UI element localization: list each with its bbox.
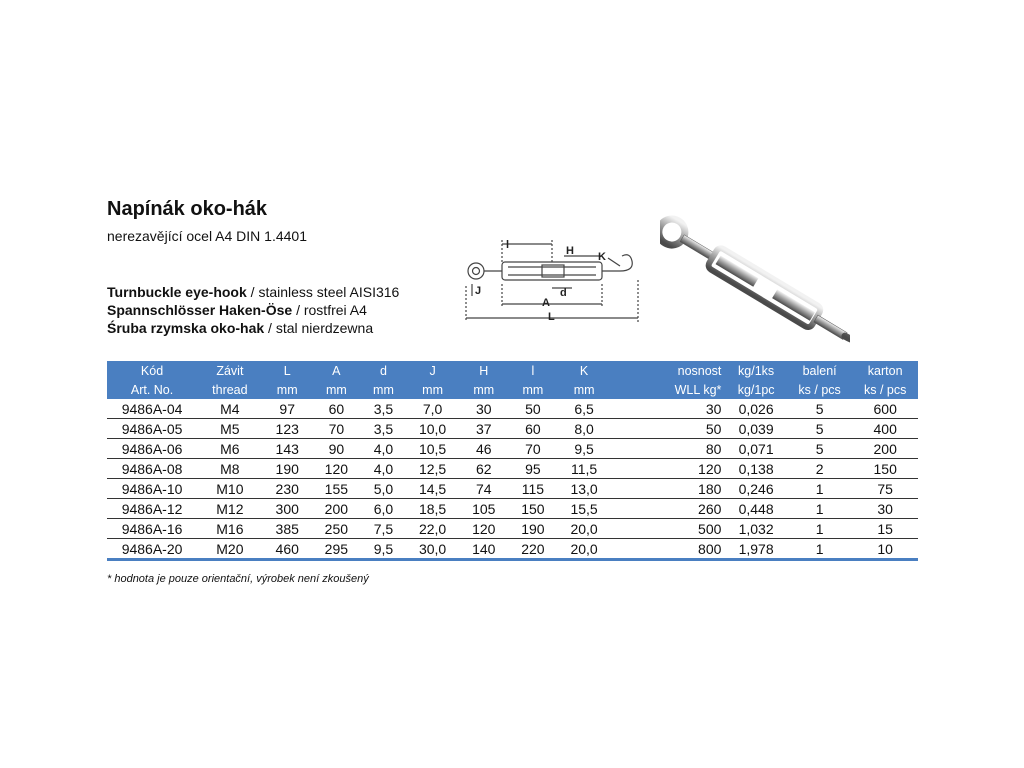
- table-cell: 120: [611, 459, 726, 479]
- table-cell: 75: [852, 479, 918, 499]
- header-cell: mm: [361, 380, 406, 399]
- table-cell: 200: [312, 499, 361, 519]
- table-cell: M5: [197, 419, 263, 439]
- table-cell: 30: [459, 399, 508, 419]
- table-cell: 460: [263, 539, 312, 560]
- product-photo: [660, 212, 850, 352]
- header-cell: ks / pcs: [787, 380, 853, 399]
- table-cell: 37: [459, 419, 508, 439]
- table-cell: 90: [312, 439, 361, 459]
- table-cell: 1,978: [725, 539, 786, 560]
- table-cell: 80: [611, 439, 726, 459]
- table-cell: 1,032: [725, 519, 786, 539]
- table-row: [107, 439, 918, 459]
- table-cell: 8,0: [557, 419, 610, 439]
- label-J: J: [475, 285, 482, 297]
- table-cell: 300: [263, 499, 312, 519]
- product-title: Napínák oko-hák: [107, 198, 268, 220]
- table-cell: 0,246: [725, 479, 786, 499]
- table-cell: 22,0: [406, 519, 459, 539]
- label-d: d: [560, 287, 567, 299]
- table-cell: 800: [611, 539, 726, 560]
- table-cell: 123: [263, 419, 312, 439]
- table-cell: 15: [852, 519, 918, 539]
- table-cell: 105: [459, 499, 508, 519]
- header-cell: thread: [197, 380, 263, 399]
- table-cell: 1: [787, 479, 853, 499]
- table-cell: 5,0: [361, 479, 406, 499]
- table-cell: 4,0: [361, 459, 406, 479]
- table-row: [107, 419, 918, 439]
- table-cell: 5: [787, 419, 853, 439]
- table-row: [107, 479, 918, 499]
- table-cell: 115: [508, 479, 557, 499]
- product-subtitle: nerezavějící ocel A4 DIN 1.4401: [107, 228, 308, 244]
- table-cell: 9486A-08: [107, 459, 197, 479]
- table-cell: M4: [197, 399, 263, 419]
- header-cell: J: [406, 361, 459, 380]
- table-row: [107, 399, 918, 419]
- table-cell: 7,5: [361, 519, 406, 539]
- spec-table-body: [107, 399, 918, 560]
- table-cell: 120: [459, 519, 508, 539]
- table-cell: 150: [852, 459, 918, 479]
- table-cell: 30: [611, 399, 726, 419]
- table-cell: 2: [787, 459, 853, 479]
- table-cell: 220: [508, 539, 557, 560]
- header-cell: H: [459, 361, 508, 380]
- table-cell: 0,138: [725, 459, 786, 479]
- header-cell: balení: [787, 361, 853, 380]
- header-cell: nosnost: [611, 361, 726, 380]
- table-cell: 0,071: [725, 439, 786, 459]
- table-cell: 143: [263, 439, 312, 459]
- header-row: [107, 361, 918, 380]
- table-cell: 600: [852, 399, 918, 419]
- header-cell: ks / pcs: [852, 380, 918, 399]
- table-cell: 385: [263, 519, 312, 539]
- table-cell: 46: [459, 439, 508, 459]
- header-cell: karton: [852, 361, 918, 380]
- table-cell: 3,5: [361, 399, 406, 419]
- table-cell: 155: [312, 479, 361, 499]
- table-row: [107, 539, 918, 560]
- table-cell: 60: [312, 399, 361, 419]
- translation-de: Spannschlösser Haken-Öse / rostfrei A4: [107, 302, 367, 318]
- table-cell: 7,0: [406, 399, 459, 419]
- table-cell: 6,5: [557, 399, 610, 419]
- header-cell: mm: [459, 380, 508, 399]
- table-cell: 9486A-16: [107, 519, 197, 539]
- table-row: [107, 459, 918, 479]
- table-cell: 0,448: [725, 499, 786, 519]
- table-cell: 30,0: [406, 539, 459, 560]
- header-cell: Kód: [107, 361, 197, 380]
- table-cell: 12,5: [406, 459, 459, 479]
- translation-en: Turnbuckle eye-hook / stainless steel AISI316: [107, 284, 400, 300]
- table-cell: M8: [197, 459, 263, 479]
- table-cell: 95: [508, 459, 557, 479]
- header-cell: L: [263, 361, 312, 380]
- translations: [107, 283, 399, 337]
- table-cell: 150: [508, 499, 557, 519]
- table-cell: 5: [787, 439, 853, 459]
- footnote: * hodnota je pouze orientační, výrobek není zkoušený: [107, 573, 369, 585]
- table-cell: 0,039: [725, 419, 786, 439]
- table-cell: 190: [263, 459, 312, 479]
- table-cell: 200: [852, 439, 918, 459]
- table-cell: 9486A-20: [107, 539, 197, 560]
- header-cell: l: [508, 361, 557, 380]
- table-cell: 60: [508, 419, 557, 439]
- table-cell: 10,0: [406, 419, 459, 439]
- table-cell: 20,0: [557, 539, 610, 560]
- table-cell: 0,026: [725, 399, 786, 419]
- table-row: [107, 499, 918, 519]
- table-cell: M16: [197, 519, 263, 539]
- table-cell: 1: [787, 519, 853, 539]
- table-cell: 500: [611, 519, 726, 539]
- table-cell: 190: [508, 519, 557, 539]
- table-cell: 11,5: [557, 459, 610, 479]
- table-cell: 30: [852, 499, 918, 519]
- header-cell: mm: [557, 380, 610, 399]
- table-cell: 5: [787, 399, 853, 419]
- table-cell: 120: [312, 459, 361, 479]
- table-cell: 9,5: [557, 439, 610, 459]
- table-cell: 9486A-06: [107, 439, 197, 459]
- table-cell: 1: [787, 539, 853, 560]
- table-cell: 230: [263, 479, 312, 499]
- label-L: L: [548, 311, 555, 323]
- table-cell: 50: [508, 399, 557, 419]
- table-cell: 70: [508, 439, 557, 459]
- header-cell: K: [557, 361, 610, 380]
- header-cell: Art. No.: [107, 380, 197, 399]
- header-cell: mm: [508, 380, 557, 399]
- label-l: l: [506, 239, 510, 251]
- header-cell: mm: [406, 380, 459, 399]
- header-cell: mm: [263, 380, 312, 399]
- header-cell: WLL kg*: [611, 380, 726, 399]
- table-cell: 180: [611, 479, 726, 499]
- table-cell: 15,5: [557, 499, 610, 519]
- table-cell: 10,5: [406, 439, 459, 459]
- table-cell: M10: [197, 479, 263, 499]
- table-cell: 13,0: [557, 479, 610, 499]
- table-cell: 1: [787, 499, 853, 519]
- table-row: [107, 519, 918, 539]
- table-cell: 70: [312, 419, 361, 439]
- table-cell: 295: [312, 539, 361, 560]
- header-cell: mm: [312, 380, 361, 399]
- table-cell: 4,0: [361, 439, 406, 459]
- table-cell: 140: [459, 539, 508, 560]
- table-cell: 9486A-04: [107, 399, 197, 419]
- table-cell: 50: [611, 419, 726, 439]
- table-cell: 9486A-10: [107, 479, 197, 499]
- table-cell: M20: [197, 539, 263, 560]
- table-cell: 10: [852, 539, 918, 560]
- header-row: [107, 380, 918, 399]
- table-cell: M6: [197, 439, 263, 459]
- table-cell: M12: [197, 499, 263, 519]
- table-cell: 18,5: [406, 499, 459, 519]
- table-cell: 400: [852, 419, 918, 439]
- table-cell: 260: [611, 499, 726, 519]
- label-H: H: [566, 245, 574, 257]
- dimension-diagram: [462, 236, 652, 326]
- table-cell: 14,5: [406, 479, 459, 499]
- table-cell: 74: [459, 479, 508, 499]
- table-cell: 250: [312, 519, 361, 539]
- table-cell: 6,0: [361, 499, 406, 519]
- table-cell: 3,5: [361, 419, 406, 439]
- header-cell: d: [361, 361, 406, 380]
- spec-table: [107, 361, 918, 561]
- label-K: K: [598, 251, 606, 263]
- table-cell: 9486A-05: [107, 419, 197, 439]
- header-cell: A: [312, 361, 361, 380]
- table-cell: 62: [459, 459, 508, 479]
- table-cell: 97: [263, 399, 312, 419]
- label-A: A: [542, 297, 550, 309]
- translation-pl: Śruba rzymska oko-hak / stal nierdzewna: [107, 320, 374, 336]
- table-cell: 9,5: [361, 539, 406, 560]
- header-cell: kg/1pc: [725, 380, 786, 399]
- header-cell: Závit: [197, 361, 263, 380]
- header-cell: kg/1ks: [725, 361, 786, 380]
- table-cell: 20,0: [557, 519, 610, 539]
- table-cell: 9486A-12: [107, 499, 197, 519]
